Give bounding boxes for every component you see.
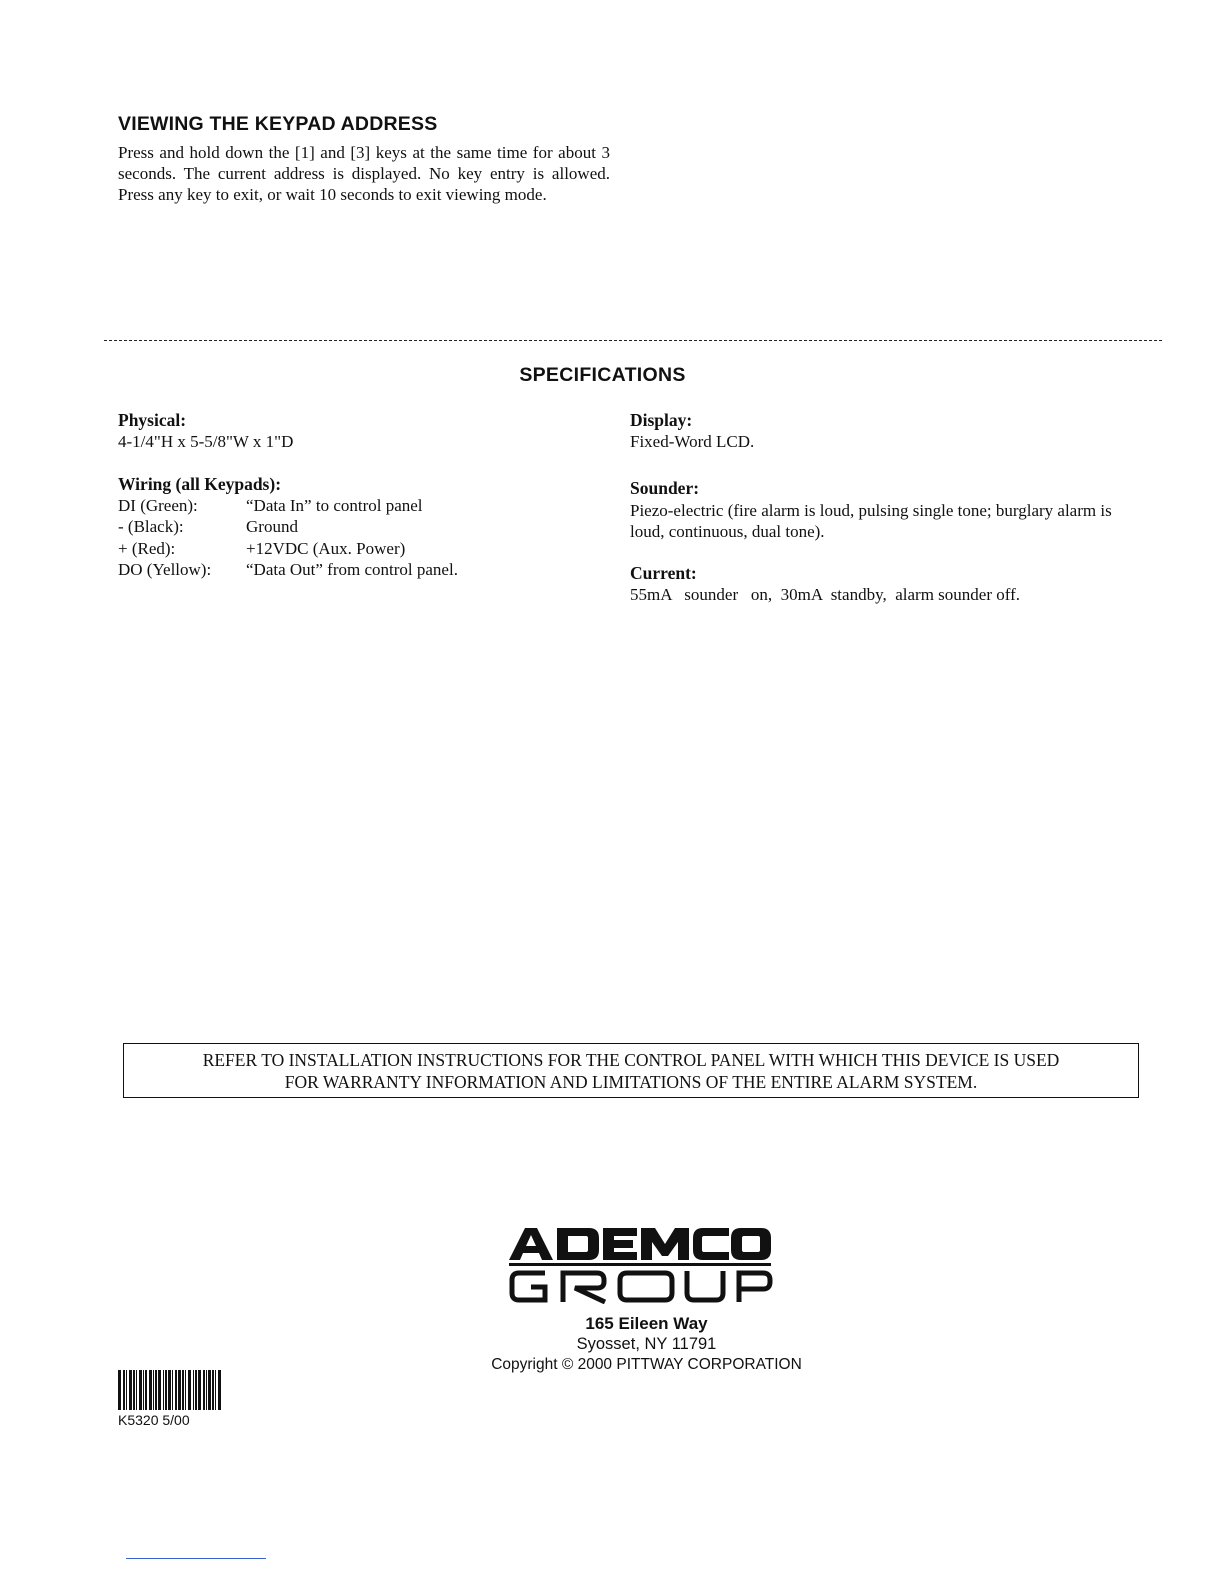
wire-description: Ground [246,517,298,537]
barcode-bar [198,1370,201,1410]
barcode-bar [158,1370,161,1410]
display-label: Display: [630,410,693,430]
barcode-bar [195,1370,197,1410]
barcode-bar [123,1370,125,1410]
barcode-bar [185,1370,186,1410]
wiring-row [118,539,458,560]
wire-name: + (Red): [118,538,176,558]
barcode-bar [149,1370,152,1410]
barcode-bar [218,1370,221,1410]
ademco-group-logo [505,1226,775,1304]
display-value: Fixed-Word LCD. [630,432,755,451]
wire-name: DI (Green): [118,496,198,515]
barcode-bar [163,1370,164,1410]
barcode-bar [133,1370,135,1410]
barcode-bar [182,1370,184,1410]
physical-dimensions: 4-1/4"H x 5-5/8"W x 1"D [118,432,294,451]
viewing-address-instructions: Press and hold down the [1] and [3] keys at the same time for about 3 seconds. The current address is displayed. No key entry is allowed. Press any key to exit, or wait 10 seconds to exit viewing mode. [118,143,610,204]
notice-line-1: REFER TO INSTALLATION INSTRUCTIONS FOR THE CONTROL PANEL WITH WHICH THIS DEVICE IS USED [202,1050,1060,1070]
wiring-row [118,496,458,517]
section-divider [104,340,1162,341]
notice-line-2: FOR WARRANTY INFORMATION AND LIMITATIONS OF THE ENTIRE ALARM SYSTEM. [284,1072,978,1092]
wire-name: - (Black): [118,517,184,537]
wiring-table [118,496,458,581]
physical-label: Physical: [118,410,187,430]
barcode-bar [172,1370,173,1410]
wire-description: “Data Out” from control panel. [246,559,458,579]
barcode-bar [193,1370,194,1410]
bottom-edge-line [126,1558,266,1559]
barcode-bar [203,1370,205,1410]
barcode-bar [175,1370,177,1410]
wire-description: +12VDC (Aux. Power) [246,538,406,558]
barcode-bar [165,1370,167,1410]
barcode-bar [153,1370,154,1410]
barcode-bar [139,1370,142,1410]
wiring-row [118,517,458,538]
barcode [118,1370,304,1410]
barcode-bar [188,1370,191,1410]
warranty-notice-box [123,1043,1139,1098]
barcode-bar [143,1370,144,1410]
barcode-bar [155,1370,157,1410]
barcode-bar [178,1370,181,1410]
sounder-label: Sounder: [630,478,700,498]
barcode-bar [145,1370,147,1410]
barcode-bar [118,1370,121,1410]
wire-name: DO (Yellow): [118,559,212,579]
barcode-bar [215,1370,216,1410]
copyright-notice: Copyright © 2000 PITTWAY CORPORATION [491,1356,802,1373]
barcode-bar [136,1370,137,1410]
current-value: 55mA sounder on, 30mA standby, alarm sounder off. [630,585,1021,604]
barcode-bar [168,1370,171,1410]
wire-description: “Data In” to control panel [246,496,423,515]
address-street: 165 Eileen Way [585,1314,708,1333]
viewing-address-heading: VIEWING THE KEYPAD ADDRESS [118,113,438,135]
specifications-heading: SPECIFICATIONS [519,364,686,386]
sounder-value: Piezo-electric (fire alarm is loud, pulsing single tone; burglary alarm is loud, continuous, dual tone). [630,501,1112,541]
barcode-bar [206,1370,207,1410]
barcode-bar [129,1370,132,1410]
barcode-bar [126,1370,127,1410]
wiring-row [118,560,458,581]
barcode-bar [208,1370,211,1410]
current-label: Current: [630,563,697,583]
wiring-label: Wiring (all Keypads): [118,474,282,494]
part-number: K5320 5/00 [118,1412,190,1428]
barcode-bar [212,1370,214,1410]
address-city: Syosset, NY 11791 [576,1335,717,1353]
